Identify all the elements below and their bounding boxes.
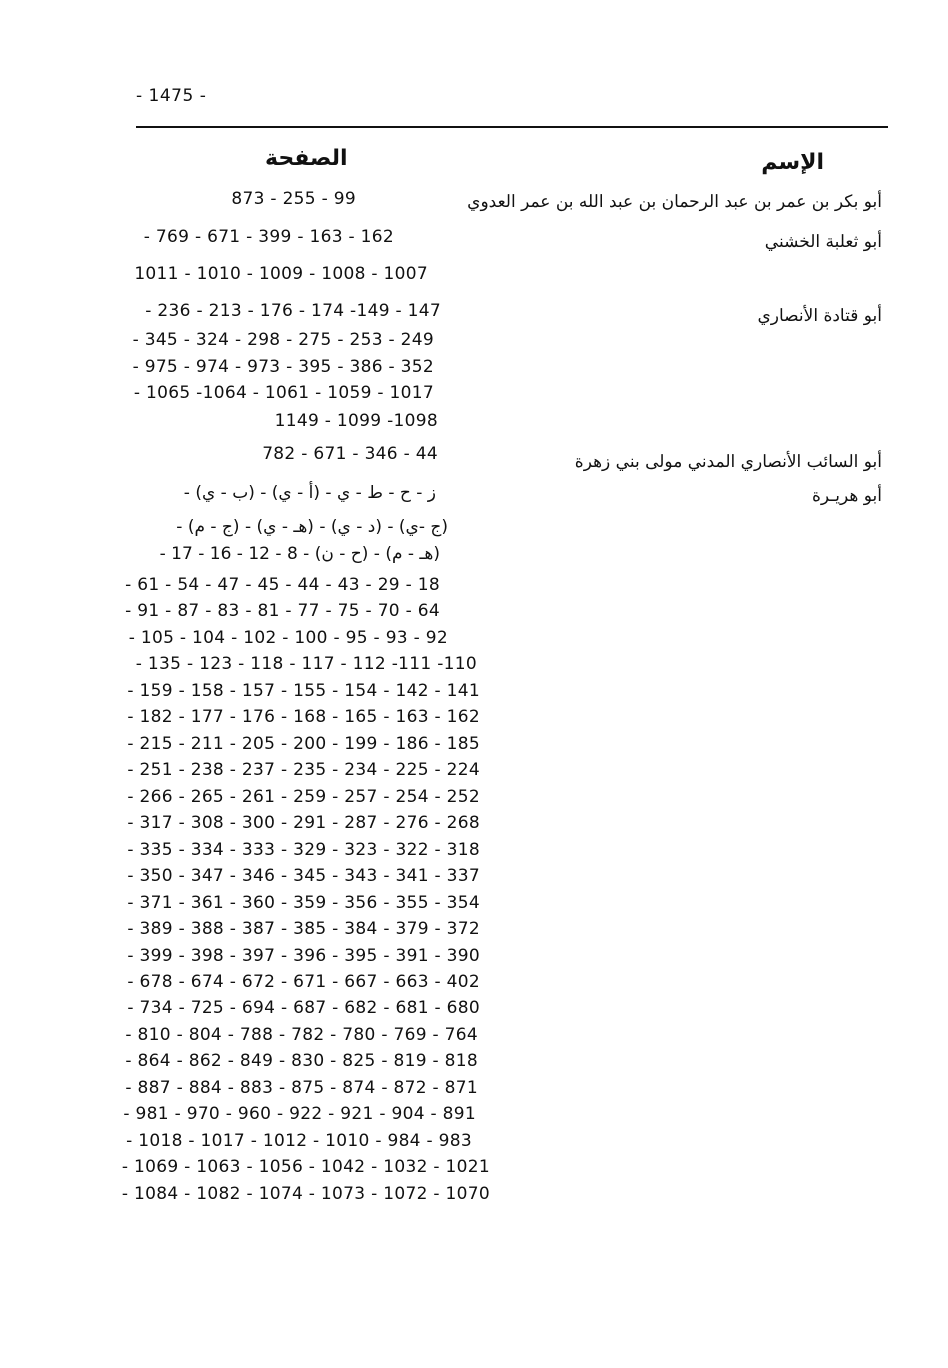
- entry-pages-line: - 678 - 674 - 672 - 671 - 667 - 663 - 402: [127, 972, 480, 992]
- entry-pages-line: ز - ح - ط - ي - (أ - ي) - (ب - ي) -: [183, 483, 436, 503]
- entry-pages-line: - 266 - 265 - 261 - 259 - 257 - 254 - 252: [127, 787, 480, 807]
- entry-pages-line: - 182 - 177 - 176 - 168 - 165 - 163 - 162: [127, 707, 480, 727]
- entry-pages-line: - 317 - 308 - 300 - 291 - 287 - 276 - 268: [127, 813, 480, 833]
- entry-pages-line: - 1069 - 1063 - 1056 - 1042 - 1032 - 1021: [121, 1157, 490, 1177]
- entry-pages-line: 1149 - 1099 -1098: [274, 411, 438, 431]
- entry-pages-line: - 135 - 123 - 118 - 117 - 112 -111 -110: [135, 654, 477, 674]
- entry-pages-line: - 61 - 54 - 47 - 45 - 44 - 43 - 29 - 18: [125, 575, 440, 595]
- entry-name: أبو هريـرة: [812, 486, 882, 506]
- entry-pages-line: - 350 - 347 - 346 - 345 - 343 - 341 - 337: [127, 866, 480, 886]
- entry-pages-line: - 887 - 884 - 883 - 875 - 874 - 872 - 871: [125, 1078, 478, 1098]
- entry-pages-line: - 975 - 974 - 973 - 395 - 386 - 352: [132, 357, 434, 377]
- entry-pages-line: - 864 - 862 - 849 - 830 - 825 - 819 - 818: [125, 1051, 478, 1071]
- entry-pages-line: - 1065 -1064 - 1061 - 1059 - 1017: [133, 383, 434, 403]
- entry-pages-line: - 91 - 87 - 83 - 81 - 77 - 75 - 70 - 64: [125, 601, 440, 621]
- entry-pages-line: - 236 - 213 - 176 - 174 -149 - 147: [145, 301, 441, 321]
- entry-name: أبو قتادة الأنصاري: [757, 306, 882, 326]
- column-header-name: الإسم: [761, 150, 824, 175]
- entry-pages-line: - 1084 - 1082 - 1074 - 1073 - 1072 - 1070: [121, 1184, 490, 1204]
- page-number: - 1475 -: [136, 86, 207, 106]
- entry-pages-line: - 810 - 804 - 788 - 782 - 780 - 769 - 764: [125, 1025, 478, 1045]
- entry-pages-line: 782 - 671 - 346 - 44: [262, 444, 438, 464]
- entry-pages-line: 1011 - 1010 - 1009 - 1008 - 1007: [134, 264, 428, 284]
- entry-pages-line: - 251 - 238 - 237 - 235 - 234 - 225 - 224: [127, 760, 480, 780]
- entry-pages-line: - 981 - 970 - 960 - 922 - 921 - 904 - 891: [123, 1104, 476, 1124]
- entry-pages-line: - 159 - 158 - 157 - 155 - 154 - 142 - 141: [127, 681, 480, 701]
- entry-pages-line: - 215 - 211 - 205 - 200 - 199 - 186 - 185: [127, 734, 480, 754]
- entry-pages-line: - 335 - 334 - 333 - 329 - 323 - 322 - 318: [127, 840, 480, 860]
- entry-pages-line: - 769 - 671 - 399 - 163 - 162: [143, 227, 394, 247]
- entry-pages-line: - 105 - 104 - 102 - 100 - 95 - 93 - 92: [128, 628, 448, 648]
- header-rule: [136, 126, 888, 128]
- entry-pages-line: - 734 - 725 - 694 - 687 - 682 - 681 - 680: [127, 998, 480, 1018]
- entry-pages-line: - 345 - 324 - 298 - 275 - 253 - 249: [132, 330, 434, 350]
- column-header-pages: الصفحة: [265, 146, 348, 171]
- entry-pages-line: - 371 - 361 - 360 - 359 - 356 - 355 - 354: [127, 893, 480, 913]
- entry-pages-line: - 399 - 398 - 397 - 396 - 395 - 391 - 390: [127, 946, 480, 966]
- entry-pages-line: 873 - 255 - 99: [231, 189, 356, 209]
- entry-pages-line: (ج -ي) - (د - ي) - (هـ - ي) - (ج - م) -: [176, 517, 448, 537]
- entry-name: أبو السائب الأنصاري المدني مولى بني زهرة: [574, 452, 882, 472]
- entry-name: أبو ثعلبة الخشني: [764, 232, 882, 252]
- entry-name: أبو بكر بن عمر بن عبد الرحمان بن عبد الله بن عمر العدوي: [467, 192, 882, 212]
- entry-pages-line: (هـ - م) - (ح - ن) - 8 - 12 - 16 - 17 -: [159, 544, 440, 564]
- entry-pages-line: - 1018 - 1017 - 1012 - 1010 - 984 - 983: [126, 1131, 472, 1151]
- entry-pages-line: - 389 - 388 - 387 - 385 - 384 - 379 - 372: [127, 919, 480, 939]
